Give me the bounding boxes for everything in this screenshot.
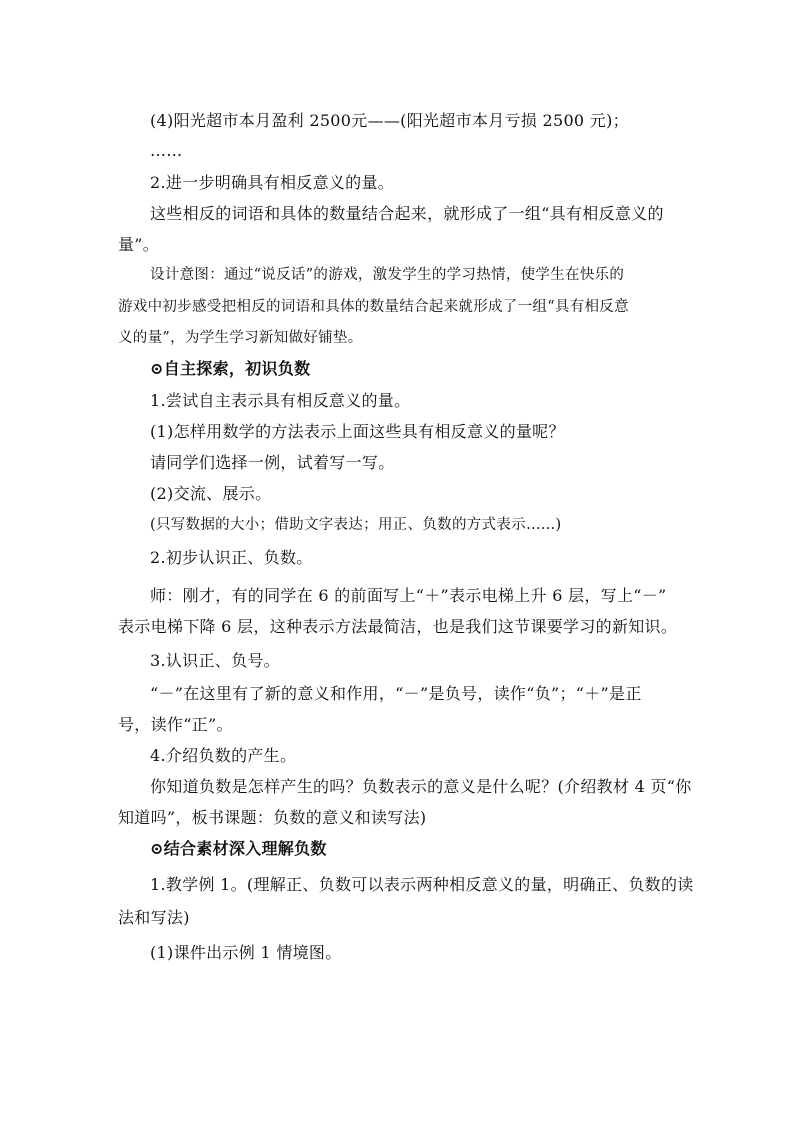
section-heading: ⊙结合素材深入理解负数 [150,839,327,858]
paragraph-line: 这些相反的词语和具体的数量结合起来，就形成了一组“具有相反意义的 [150,204,664,223]
section-heading: ⊙自主探索，初识负数 [150,359,311,378]
paragraph-line: 你知道负数是怎样产生的吗？负数表示的意义是什么呢？(介绍教材 4 页“你 [150,777,692,796]
paragraph-line: 师：刚才，有的同学在 6 的前面写上“＋”表示电梯上升 6 层，写上“－” [150,586,667,605]
paragraph-line: 1.教学例 1。(理解正、负数可以表示两种相反意义的量，明确正、负数的读 [150,875,694,894]
paragraph-line: 2.进一步明确具有相反意义的量。 [150,173,395,192]
paragraph-line: 量”。 [118,235,160,254]
ellipsis-line: …… [150,141,183,160]
paragraph-line: 4.介绍负数的产生。 [150,746,297,765]
paragraph-line: 请同学们选择一例，试着写一写。 [150,453,395,472]
paragraph-line: 2.初步认识正、负数。 [150,548,313,567]
paragraph-line: 3.认识正、负号。 [150,651,280,670]
design-intent-line: 游戏中初步感受把相反的词语和具体的数量结合起来就形成了一组“具有相反意 [118,299,629,315]
paragraph-line: 号，读作“正”。 [118,715,233,734]
paragraph-line: 1.尝试自主表示具有相反意义的量。 [150,391,411,410]
paragraph-line: 知道吗”，板书课题：负数的意义和读写法) [118,808,427,827]
paragraph-line: “－”在这里有了新的意义和作用，“－”是负号，读作“负”；“＋”是正 [150,684,642,703]
paragraph-line: (1)课件出示例 1 情境图。 [150,943,342,962]
design-intent-line: 义的量”，为学生学习新知做好铺垫。 [118,330,363,346]
design-intent-line: 设计意图：通过“说反话”的游戏，激发学生的学习热情，使学生在快乐的 [150,267,625,283]
paragraph-line: (1)怎样用数学的方法表示上面这些具有相反意义的量呢？ [150,422,565,441]
paragraph-line: (4)阳光超市本月盈利 2500元——(阳光超市本月亏损 2500 元)； [150,111,629,130]
paragraph-line: 法和写法) [118,908,190,927]
paragraph-line: 表示电梯下降 6 层，这种表示方法最简洁，也是我们这节课要学习的新知识。 [118,617,678,636]
paragraph-line: (2)交流、展示。 [150,484,272,503]
note-line: (只写数据的大小；借助文字表达；用正、负数的方式表示……) [150,517,562,533]
